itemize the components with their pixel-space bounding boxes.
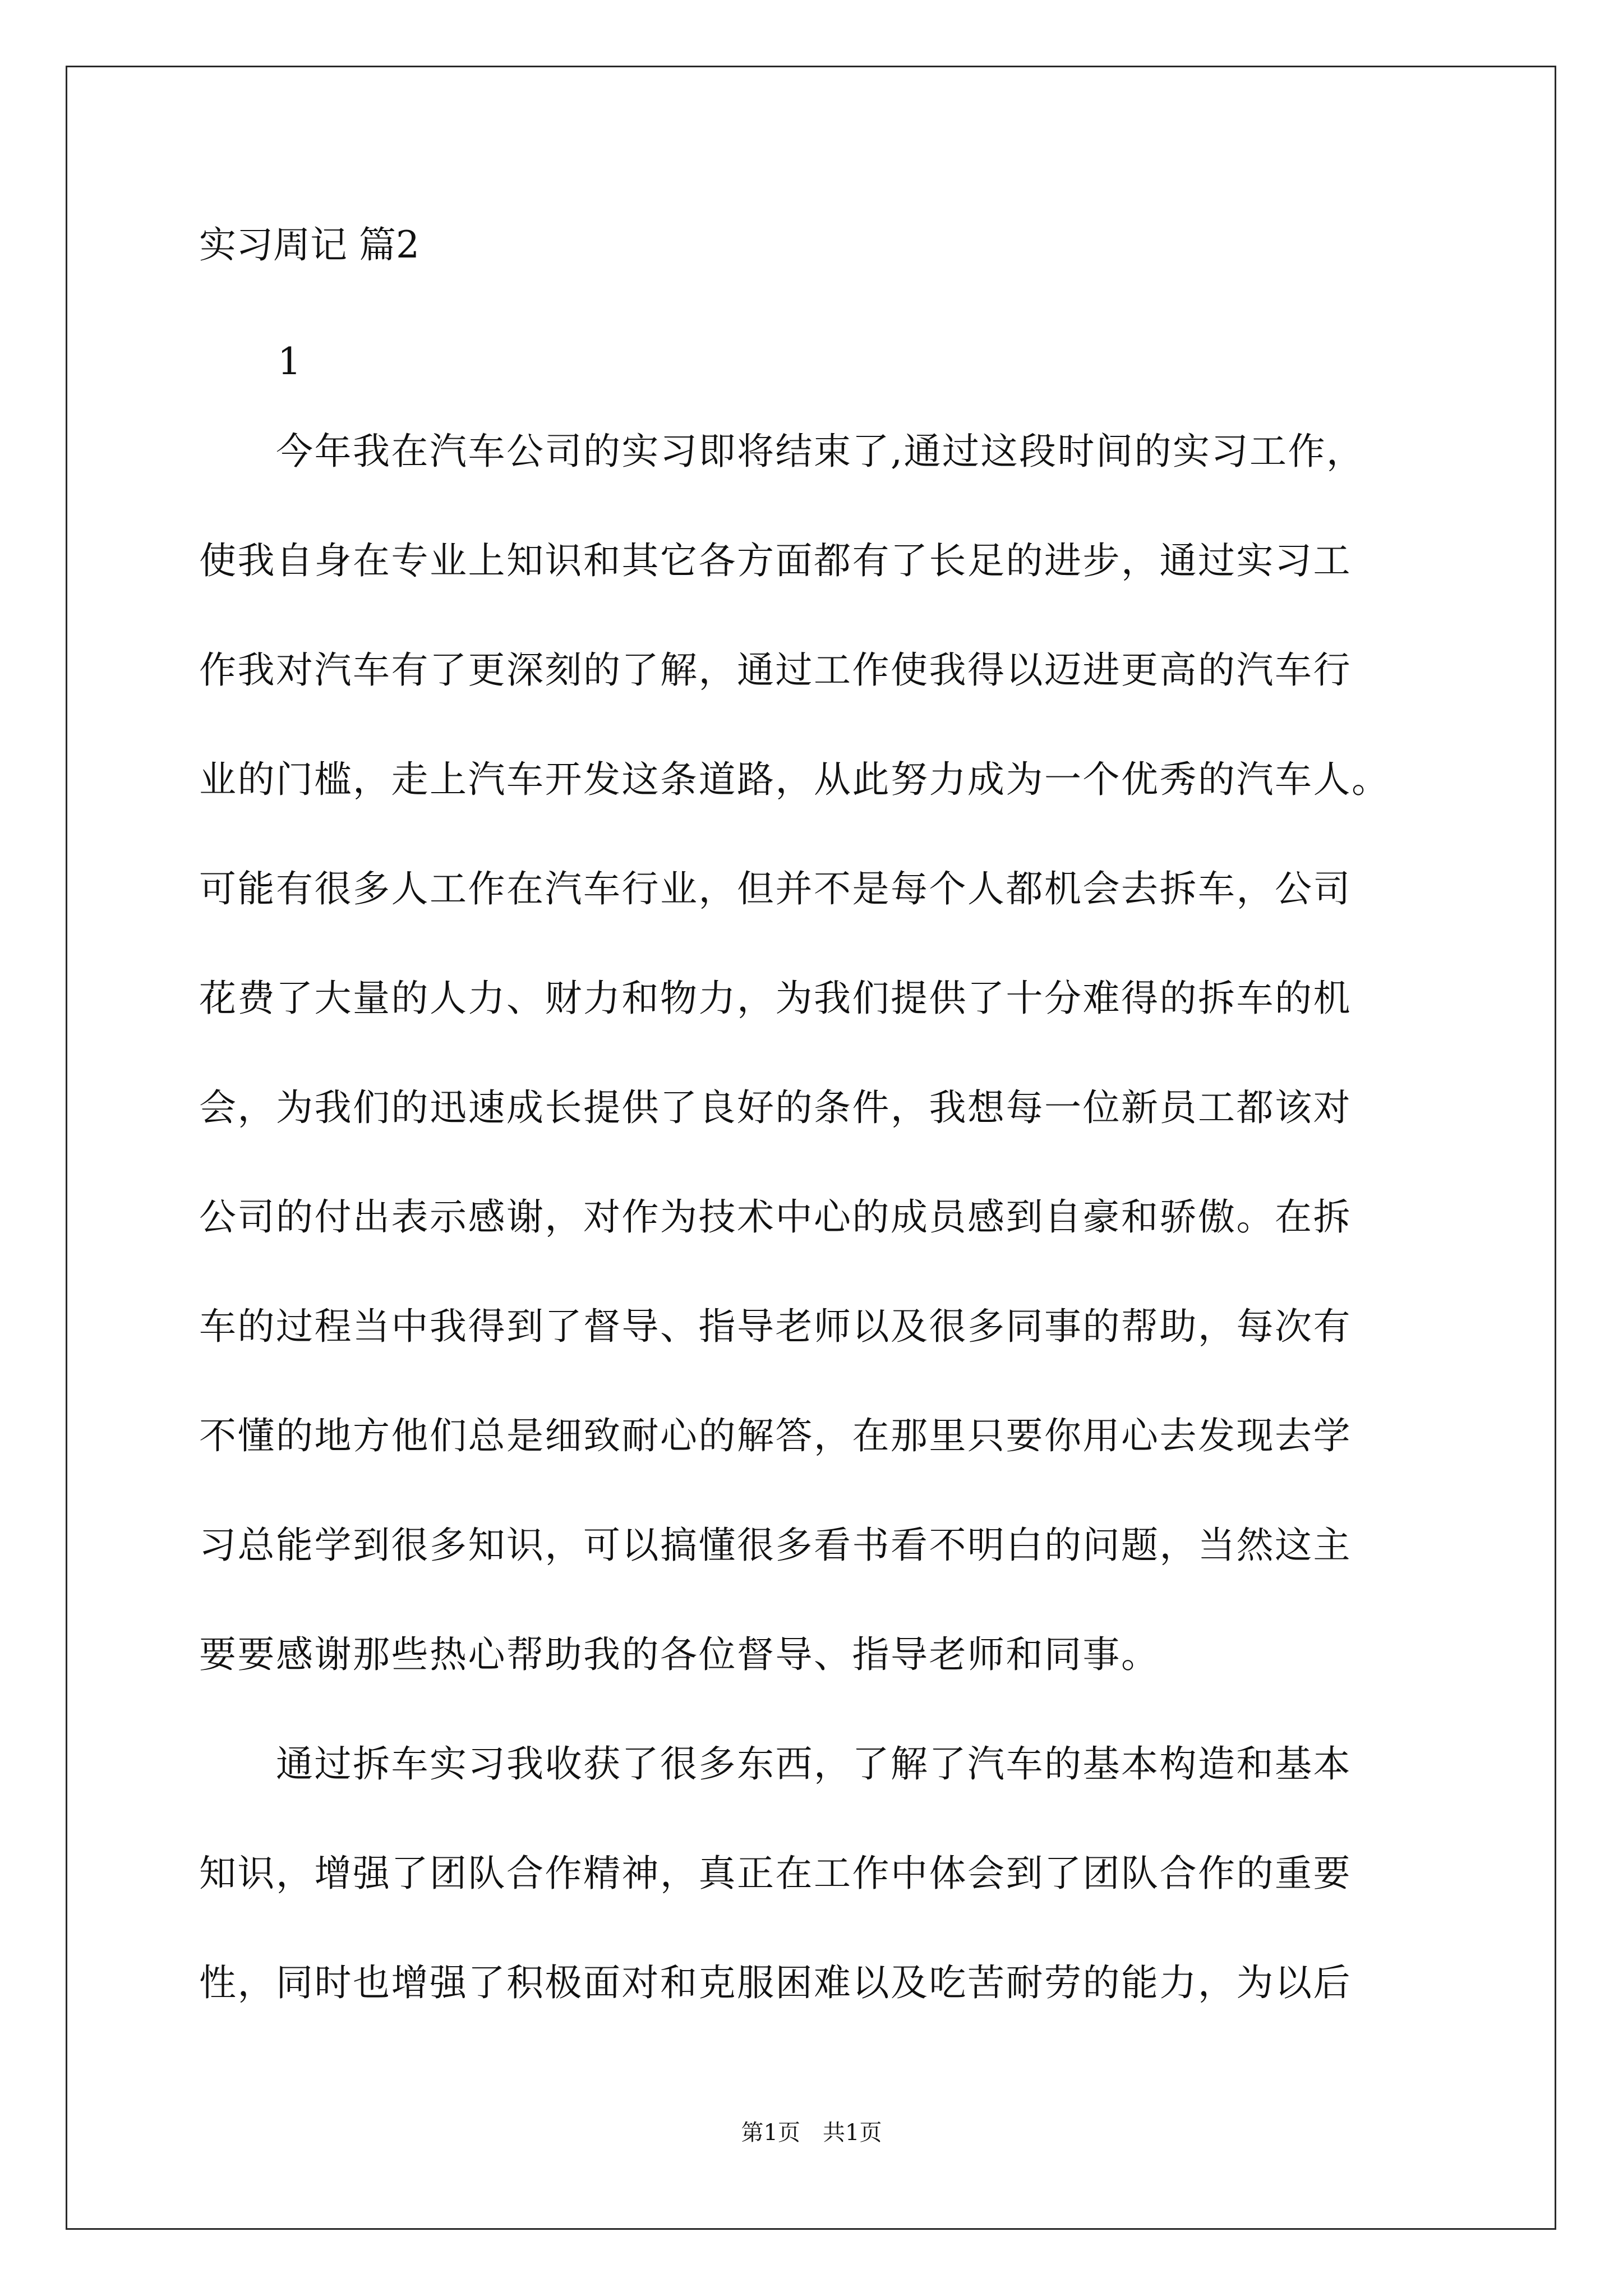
body-line-12: 要要感谢那些热心帮助我的各位督导、指导老师和同事。 [199,1633,1160,1676]
body-line-14: 知识，增强了团队合作精神，真正在工作中体会到了团队合作的重要 [199,1852,1352,1895]
body-line-2: 使我自身在专业上知识和其它各方面都有了长足的进步，通过实习工 [199,539,1352,582]
document-title: 实习周记 篇2 [199,223,419,266]
body-line-5: 可能有很多人工作在汽车行业，但并不是每个人都机会去拆车，公司 [199,867,1352,910]
body-line-7: 会，为我们的迅速成长提供了良好的条件，我想每一位新员工都该对 [199,1086,1352,1129]
body-line-1: 今年我在汽车公司的实习即将结束了,通过这段时间的实习工作， [199,430,1365,473]
body-line-11: 习总能学到很多知识，可以搞懂很多看书看不明白的问题，当然这主 [199,1524,1352,1567]
body-line-8: 公司的付出表示感谢，对作为技术中心的成员感到自豪和骄傲。在拆 [199,1195,1352,1239]
body-line-3: 作我对汽车有了更深刻的了解，通过工作使我得以迈进更高的汽车行 [199,648,1352,692]
section-number: 1 [278,340,301,383]
body-line-15: 性，同时也增强了积极面对和克服困难以及吃苦耐劳的能力，为以后 [199,1961,1352,2004]
page-border [66,66,1556,2230]
body-line-10: 不懂的地方他们总是细致耐心的解答，在那里只要你用心去发现去学 [199,1414,1352,1457]
body-line-9: 车的过程当中我得到了督导、指导老师以及很多同事的帮助，每次有 [199,1305,1352,1348]
body-line-4: 业的门槛，走上汽车开发这条道路，从此努力成为一个优秀的汽车人。 [199,758,1390,801]
body-line-13: 通过拆车实习我收获了很多东西，了解了汽车的基本构造和基本 [199,1742,1352,1786]
body-line-6: 花费了大量的人力、财力和物力，为我们提供了十分难得的拆车的机 [199,977,1352,1020]
page-footer: 第1页 共1页 [741,2120,882,2146]
